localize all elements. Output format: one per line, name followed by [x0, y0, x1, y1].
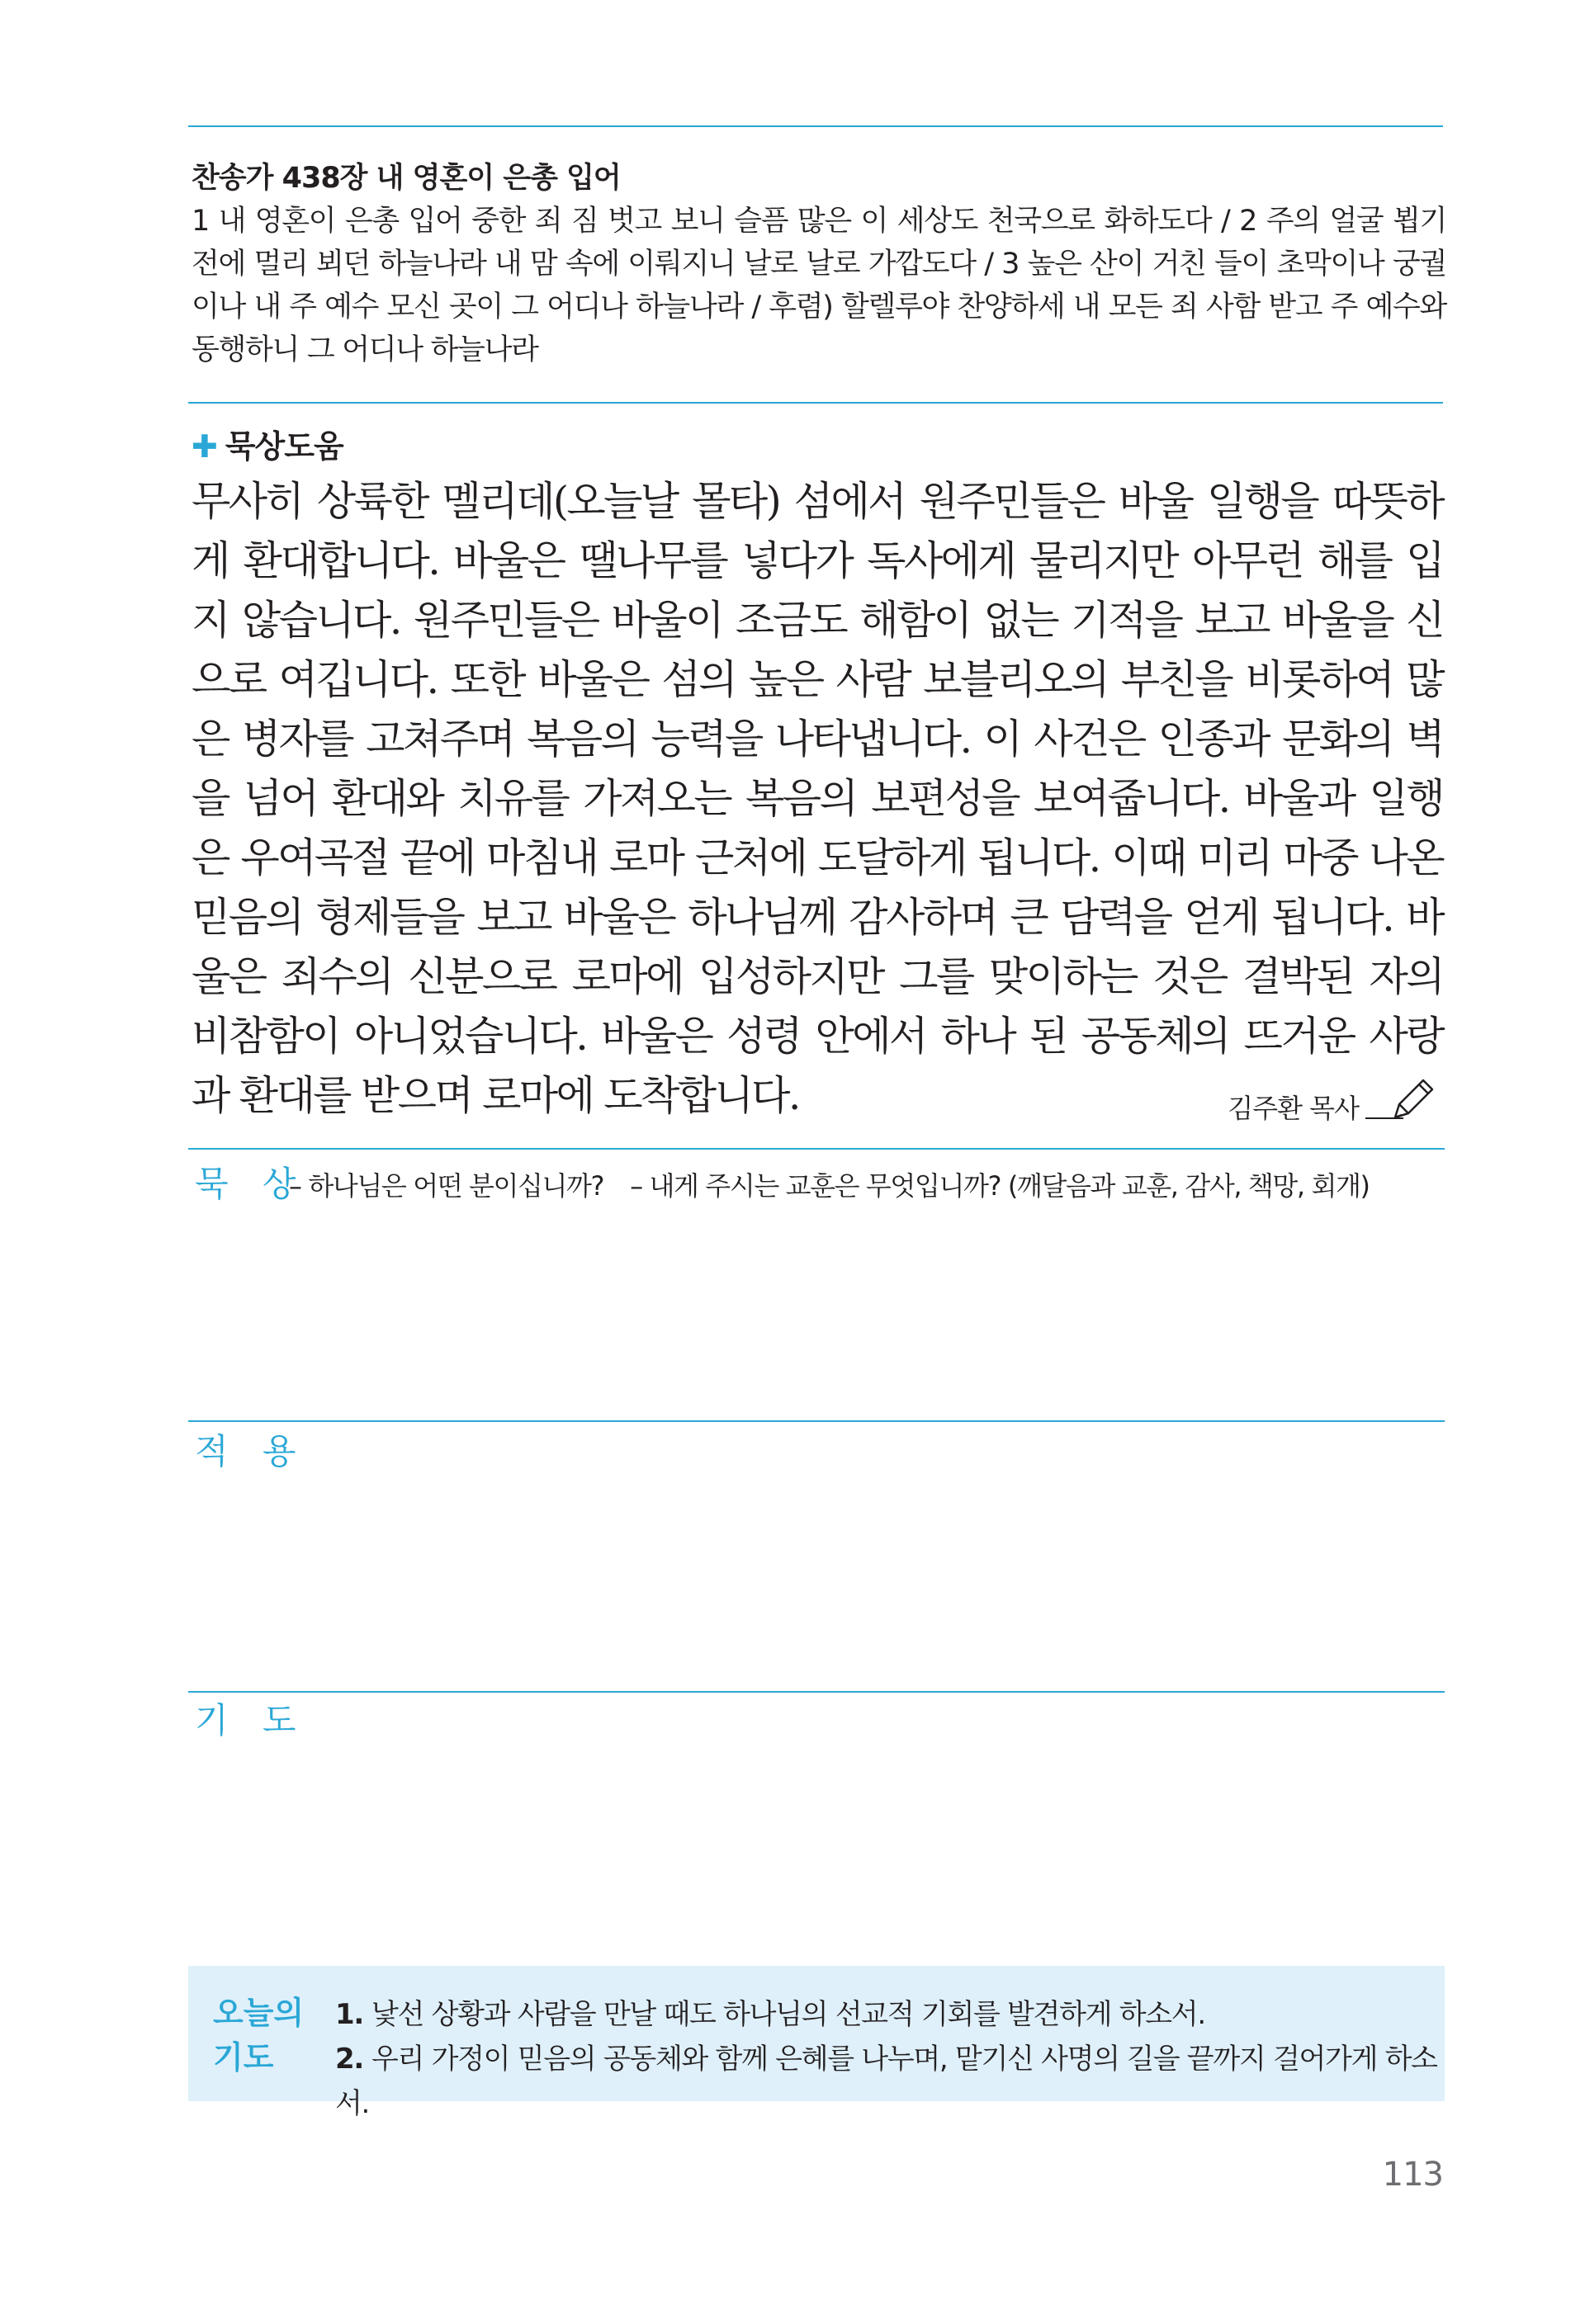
top-rule — [188, 125, 1443, 127]
meditation-label: 묵 상 — [195, 1164, 308, 1204]
list-item — [335, 2037, 1445, 2126]
todays-prayer-label-line1: 오늘의 — [213, 1995, 305, 2031]
hymn-divider — [188, 402, 1443, 404]
application-label: 적 용 — [195, 1431, 308, 1471]
prayer-item-text: 우리 가정이 믿음의 공동체와 함께 은혜를 나누며, 맡기신 사명의 길을 끝까지 걸어가게 하소서. — [335, 2043, 1437, 2120]
prayer-section-rule — [188, 1691, 1445, 1693]
prayer-item-number: 2. — [335, 2043, 363, 2076]
hymn-lyrics: 1 내 영혼이 은총 입어 중한 죄 짐 벗고 보니 슬픔 많은 이 세상도 천국으로 화하도다 / 2 주의 얼굴 뵙기 전에 멀리 뵈던 하늘나라 내 맘 속에 이뤄지니 날로 날로 가깝도다 / 3 높은 산이 거친 들이 초막이나 궁궐이나 내 주 예수 모신 곳이 그 어디나 하늘나라 / 후렴) 할렐루야 찬양하세 내 모든 죄 사함 받고 주 예수와 동행하니 그 어디나 하늘나라 — [192, 205, 1446, 366]
meditation-help-heading — [192, 421, 343, 466]
meditation-section-rule — [188, 1148, 1445, 1150]
hymn-title: 찬송가 438장 내 영혼이 은총 입어 — [192, 162, 621, 195]
prayer-label: 기 도 — [195, 1700, 308, 1741]
todays-prayer-label-line2: 기도 — [213, 2039, 274, 2076]
todays-prayer-label — [213, 1991, 304, 2080]
todays-prayer-list — [335, 1992, 1445, 2126]
meditation-help-body: 무사히 상륙한 멜리데(오늘날 몰타) 섬에서 원주민들은 바울 일행을 따뜻하게 환대합니다. 바울은 땔나무를 넣다가 독사에게 물리지만 아무런 해를 입지 않습니다. 원주민들은 바울이 조금도 해함이 없는 기적을 보고 바울을 신으로 여깁니다. 또한 바울은 섬의 높은 사람 보블리오의 부친을 비롯하여 많은 병자를 고쳐주며 복음의 능력을 나타냅니다. 이 사건은 인종과 문화의 벽을 넘어 환대와 치유를 가져오는 복음의 보편성을 보여줍니다. 바울과 일행은 우여곡절 끝에 마침내 로마 근처에 도달하게 됩니다. 이때 미리 마중 나온 믿음의 형제들을 보고 바울은 하나님께 감사하며 큰 담력을 얻게 됩니다. 바울은 죄수의 신분으로 로마에 입성하지만 그를 맞이하는 것은 결박된 자의 비참함이 아니었습니다. 바울은 성령 안에서 하나 된 공동체의 뜨거운 사랑과 환대를 받으며 로마에 도착합니다. — [192, 478, 1443, 1119]
application-section-rule — [188, 1420, 1445, 1422]
meditation-questions — [289, 1165, 1396, 1203]
prayer-item-text: 낯선 상황과 사람을 만날 때도 하나님의 선교적 기회를 발견하게 하소서. — [371, 1998, 1205, 2031]
meditation-question-2: – 내게 주시는 교훈은 무엇입니까? (깨달음과 교훈, 감사, 책망, 회개) — [630, 1170, 1370, 1202]
page-number: 113 — [1382, 2156, 1443, 2194]
list-item — [335, 1992, 1445, 2037]
prayer-item-number: 1. — [335, 1998, 363, 2031]
plus-icon: ✚ — [192, 428, 217, 465]
meditation-help-title: 묵상도움 — [225, 428, 343, 465]
author-name: 김주환 목사 — [1228, 1093, 1359, 1124]
todays-prayer-box — [188, 1966, 1445, 2120]
pencil-icon — [1390, 1073, 1440, 1122]
meditation-question-1: – 하나님은 어떤 분이십니까? — [289, 1170, 604, 1202]
